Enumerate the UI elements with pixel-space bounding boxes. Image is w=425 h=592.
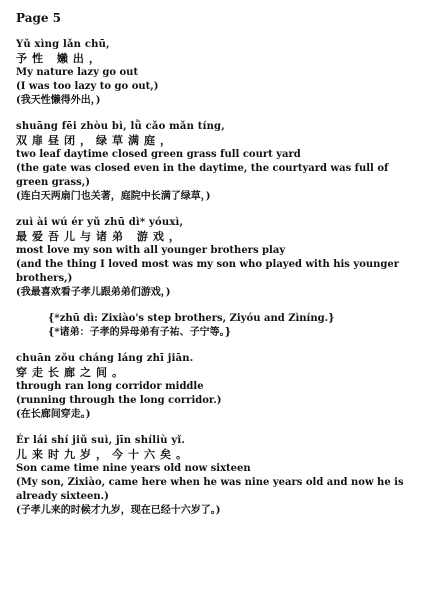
stanza-5	[16, 434, 413, 518]
english-translation: (I was too lazy to go out,)	[16, 81, 159, 92]
pinyin-line: shuāng fēi zhòu bì, lǜ cǎo mǎn tíng,	[16, 121, 225, 132]
chinese-translation: (在长廊间穿走。)	[16, 409, 91, 420]
footnote	[16, 312, 413, 340]
english-gloss-line: My nature lazy go out	[16, 67, 139, 78]
chinese-translation: (连白天两扇门也关著，庭院中长满了绿草，)	[16, 191, 211, 202]
chinese-translation: (我最喜欢看子孝儿跟弟弟们游戏，)	[16, 287, 171, 298]
english-translation: (and the thing I loved most was my son who played with his younger brothers,)	[16, 259, 400, 284]
stanza-4	[16, 352, 413, 422]
footnote-english: {*zhū dì: Zixiào's step brothers, Ziyóu and Zìníng.}	[48, 313, 335, 324]
footnote-chinese: {*诸弟：子孝的异母弟有子祐、子宁等。}	[48, 327, 232, 338]
chinese-line: 最爱吾儿与诸弟 游戏，	[16, 230, 185, 243]
pinyin-line: zuì ài wú ér yǔ zhū dì* yóuxì,	[16, 217, 184, 228]
pinyin-line: Yǔ xìng lǎn chū,	[16, 39, 110, 50]
english-gloss-line: Son came time nine years old now sixteen	[16, 463, 251, 474]
stanza-2	[16, 120, 413, 204]
english-translation: (My son, Zixiào, came here when he was nine years old and now he is already sixteen.)	[16, 477, 404, 502]
english-gloss-line: through ran long corridor middle	[16, 381, 204, 392]
chinese-line: 儿来时九岁，今十六矣。	[16, 448, 192, 461]
english-gloss-line: two leaf daytime closed green grass full court yard	[16, 149, 301, 160]
chinese-translation: (我天性懒得外出，)	[16, 95, 101, 106]
chinese-line: 穿走长廊之间。	[16, 366, 128, 379]
english-translation: (running through the long corridor.)	[16, 395, 222, 406]
chinese-line: 予性 嬾出，	[16, 52, 105, 65]
chinese-translation: (子孝儿来的时候才九岁，现在已经十六岁了。)	[16, 505, 221, 516]
pinyin-line: Ér lái shí jiǔ suì, jīn shíliù yǐ.	[16, 435, 186, 446]
english-gloss-line: most love my son with all younger brothers play	[16, 245, 286, 256]
page-label: Page 5	[16, 11, 62, 25]
stanza-1	[16, 38, 413, 108]
stanza-3	[16, 216, 413, 300]
pinyin-line: chuān zǒu cháng láng zhī jiān.	[16, 353, 194, 364]
english-translation: (the gate was closed even in the daytime, the courtyard was full of green grass,)	[16, 163, 389, 188]
chinese-line: 双扉昼闭，绿草满庭，	[16, 134, 176, 147]
